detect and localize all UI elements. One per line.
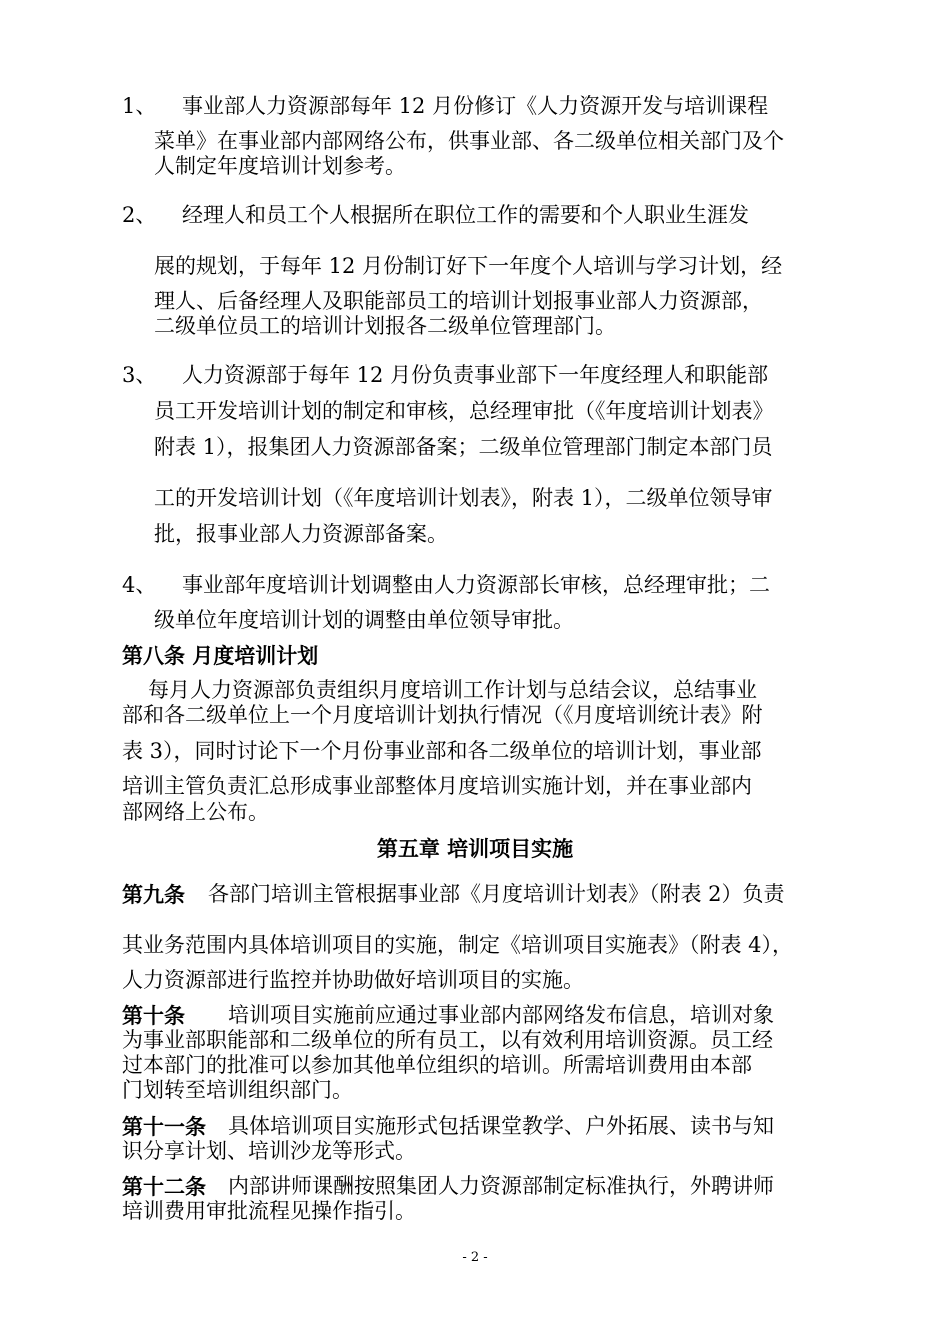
paragraph-line: 人力资源部进行监控并协助做好培训项目的实施。 <box>122 968 584 992</box>
item-line: 工的开发培训计划（《年度培训计划表》，附表 1），二级单位领导审 <box>154 486 773 510</box>
paragraph-line: 部和各二级单位上一个月度培训计划执行情况（《月度培训统计表》附 <box>122 703 763 727</box>
item-number: 3、 <box>122 363 157 387</box>
item-number: 4、 <box>122 573 157 597</box>
paragraph-line: 各部门培训主管根据事业部《月度培训计划表》（附表 2）负责 <box>208 882 785 906</box>
article-heading: 第八条 月度培训计划 <box>122 643 319 668</box>
paragraph-line: 培训费用审批流程见操作指引。 <box>122 1199 416 1223</box>
item-line: 级单位年度培训计划的调整由单位领导审批。 <box>154 608 574 632</box>
paragraph-line: 具体培训项目实施形式包括课堂教学、户外拓展、读书与知 <box>228 1114 774 1138</box>
item-number: 2、 <box>122 203 157 227</box>
item-line: 人力资源部于每年 12 月份负责事业部下一年度经理人和职能部 <box>182 363 769 387</box>
paragraph-line: 内部讲师课酬按照集团人力资源部制定标准执行，外聘讲师 <box>228 1174 774 1198</box>
paragraph-line: 其业务范围内具体培训项目的实施，制定《培训项目实施表》（附表 4）， <box>122 933 794 957</box>
paragraph-line: 培训主管负责汇总形成事业部整体月度培训实施计划，并在事业部内 <box>122 774 752 798</box>
paragraph-line: 部网络上公布。 <box>122 800 269 824</box>
item-line: 附表 1），报集团人力资源部备案；二级单位管理部门制定本部门员 <box>154 435 773 459</box>
item-line: 事业部人力资源部每年 12 月份修订《人力资源开发与培训课程 <box>182 94 769 118</box>
item-line: 二级单位员工的培训计划报各二级单位管理部门。 <box>154 314 616 338</box>
paragraph-line: 为事业部职能部和二级单位的所有员工，以有效利用培训资源。员工经 <box>122 1028 773 1052</box>
item-line: 菜单》在事业部内部网络公布，供事业部、各二级单位相关部门及个 <box>154 129 784 153</box>
article-label: 第十一条 <box>122 1114 206 1139</box>
paragraph-line: 培训项目实施前应通过事业部内部网络发布信息，培训对象 <box>228 1003 774 1027</box>
item-line: 人制定年度培训计划参考。 <box>154 154 406 178</box>
paragraph-line: 每月人力资源部负责组织月度培训工作计划与总结会议，总结事业 <box>148 678 757 702</box>
paragraph-line: 门划转至培训组织部门。 <box>122 1078 353 1102</box>
item-line: 员工开发培训计划的制定和审核，总经理审批（《年度培训计划表》 <box>154 399 774 423</box>
item-line: 批，报事业部人力资源部备案。 <box>154 522 448 546</box>
paragraph-line: 识分享计划、培训沙龙等形式。 <box>122 1139 416 1163</box>
paragraph-line: 过本部门的批准可以参加其他单位组织的培训。所需培训费用由本部 <box>122 1053 752 1077</box>
chapter-heading: 第五章 培训项目实施 <box>376 836 574 861</box>
article-label: 第九条 <box>122 882 185 907</box>
item-line: 经理人和员工个人根据所在职位工作的需要和个人职业生涯发 <box>182 203 749 227</box>
article-label: 第十二条 <box>122 1174 206 1199</box>
page-number: - 2 - <box>462 1250 488 1265</box>
paragraph-line: 表 3），同时讨论下一个月份事业部和各二级单位的培训计划，事业部 <box>122 739 762 763</box>
article-label: 第十条 <box>122 1003 185 1028</box>
item-line: 理人、后备经理人及职能部员工的培训计划报事业部人力资源部， <box>154 289 763 313</box>
item-number: 1、 <box>122 94 157 118</box>
item-line: 展的规划，于每年 12 月份制订好下一年度个人培训与学习计划，经 <box>154 254 783 278</box>
item-line: 事业部年度培训计划调整由人力资源部长审核，总经理审批；二 <box>182 573 770 597</box>
